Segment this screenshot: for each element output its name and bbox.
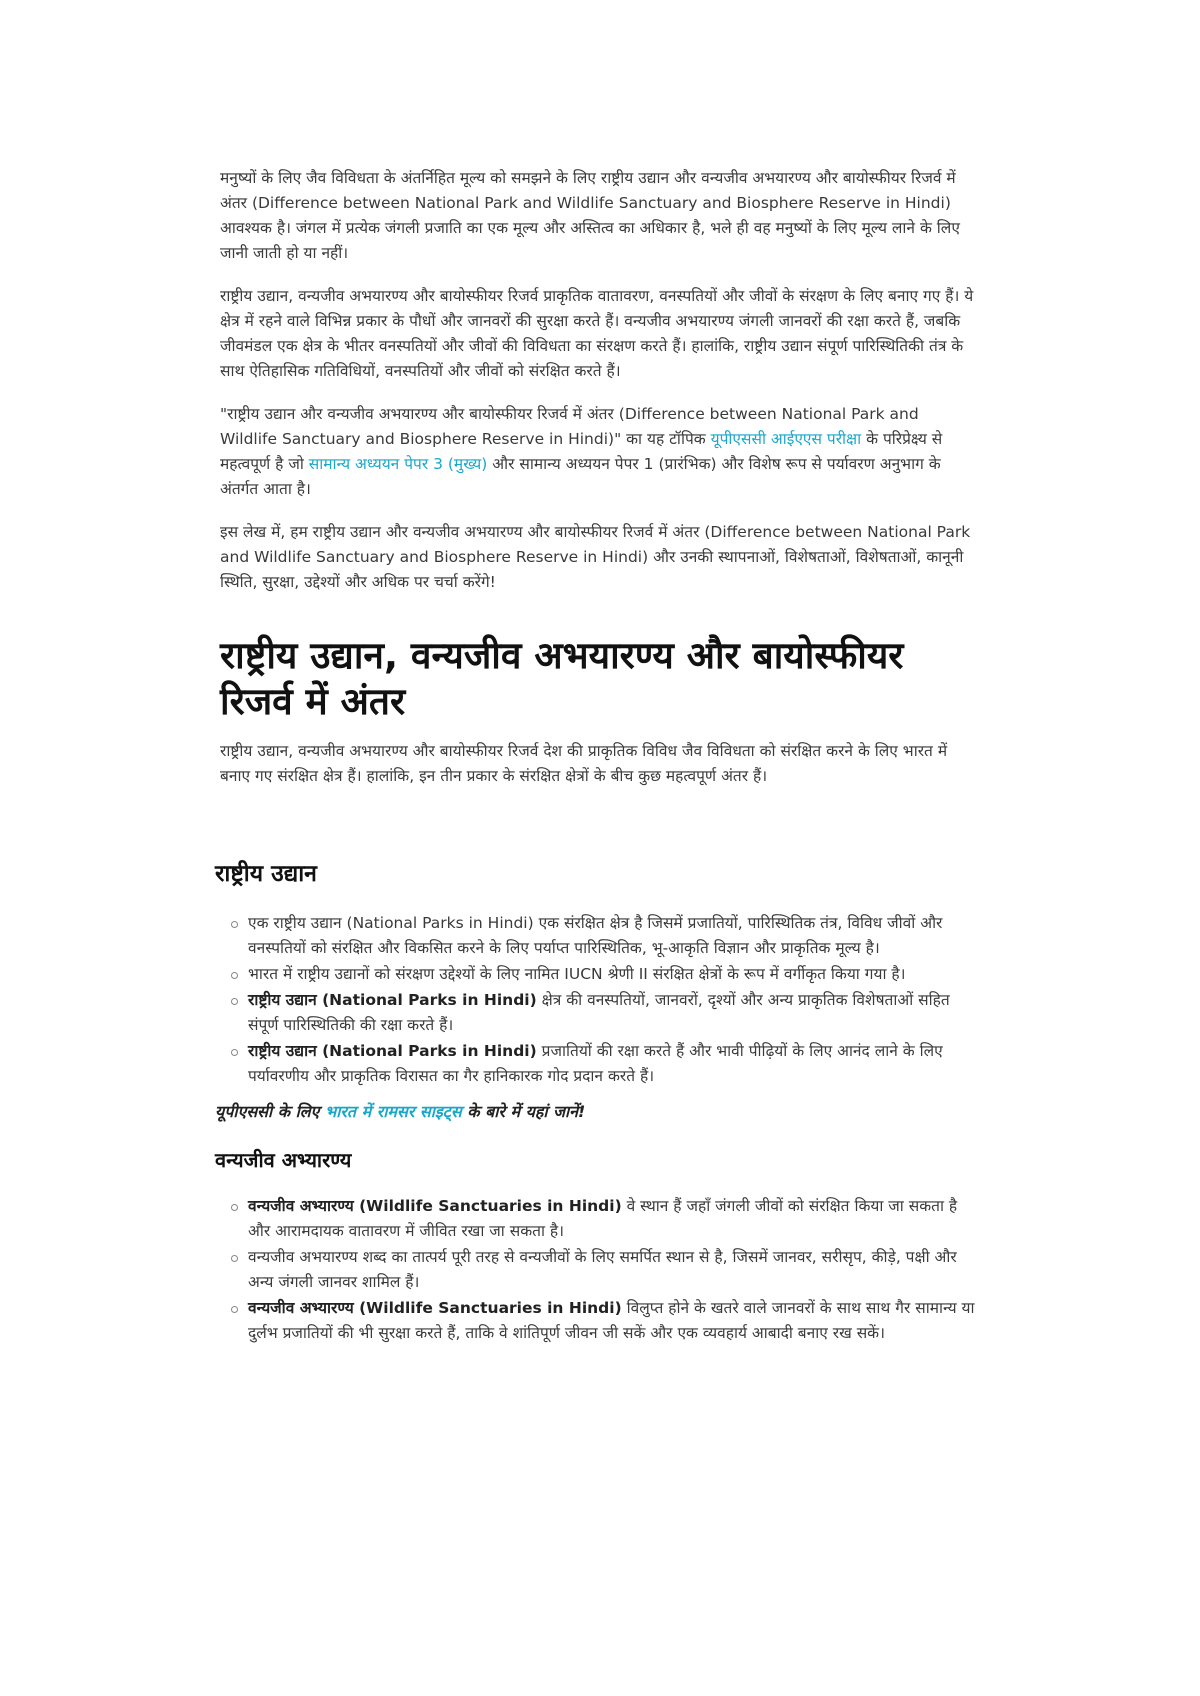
list-item-lead: राष्ट्रीय उद्यान (National Parks in Hindi)	[248, 991, 537, 1009]
main-heading: राष्ट्रीय उद्यान, वन्यजीव अभयारण्य और बायोस्फीयर रिजर्व में अंतर	[220, 634, 904, 723]
list-item-text: प्रजातियों की रक्षा करते हैं और भावी पीढ़ियों के लिए आनंद लाने के लिए पर्यावरणीय और प्राकृतिक विरासत का गैर हानिकारक गोद प्रदान करते हैं।	[248, 1042, 943, 1085]
article	[215, 166, 980, 1347]
intro-paragraph-3-text-a: "राष्ट्रीय उद्यान और वन्यजीव अभयारण्य और बायोस्फीयर रिजर्व में अंतर (Difference between National Park and Wildlife Sanctuary and Biosphere Reserve in Hindi)" का यह टॉपिक	[220, 405, 919, 448]
intro-paragraph-3	[220, 402, 980, 502]
list-item-lead: वन्यजीव अभ्यारण्य (Wildlife Sanctuaries in Hindi)	[248, 1197, 622, 1215]
national-park-list	[220, 911, 980, 1089]
intro-paragraph-3-text-b: के परिप्रेक्ष्य से महत्वपूर्ण है जो	[220, 430, 943, 473]
ramsar-note-text-b: के बारे में यहां जानें!	[461, 1102, 586, 1121]
intro-paragraph-1: मनुष्यों के लिए जैव विविधता के अंतर्निहित मूल्य को समझने के लिए राष्ट्रीय उद्यान और वन्यजीव अभयारण्य और बायोस्फीयर रिजर्व में अंतर (Difference between National Park and Wildlife Sanctuary and Biosphere Reserve in Hindi) आवश्यक है। जंगल में प्रत्येक जंगली प्रजाति का एक मूल्य और अस्तित्व का अधिकार है, भले ही वह मनुष्यों के लिए मूल्य लाने के लिए जानी जाती हो या नहीं।	[220, 169, 960, 262]
list-item-text: वे स्थान हैं जहाँ जंगली जीवों को संरक्षित किया जा सकता है और आरामदायक वातावरण में जीवित रखा जा सकता है।	[248, 1197, 958, 1240]
intro-paragraph-3-text-c: और सामान्य अध्ययन पेपर 1 (प्रारंभिक) और विशेष रूप से पर्यावरण अनुभाग के अंतर्गत आता है।	[220, 455, 941, 498]
list-item	[248, 1039, 980, 1089]
list-item-lead: राष्ट्रीय उद्यान (National Parks in Hindi)	[248, 1042, 537, 1060]
list-item-text: विलुप्त होने के खतरे वाले जानवरों के साथ साथ गैर सामान्य या दुर्लभ प्रजातियों की भी सुरक्षा करते हैं, ताकि वे शांतिपूर्ण जीवन जी सकें और एक व्यवहार्य आबादी बनाए रख सकें।	[248, 1299, 975, 1342]
list-item: वन्यजीव अभयारण्य शब्द का तात्पर्य पूरी तरह से वन्यजीवों के लिए समर्पित स्थान से है, जिसमें जानवर, सरीसृप, कीड़े, पक्षी और अन्य जंगली जानवर शामिल हैं।	[248, 1245, 980, 1295]
wildlife-sanctuary-heading: वन्यजीव अभ्यारण्य	[215, 1148, 352, 1172]
list-item	[248, 1296, 980, 1346]
list-item	[248, 988, 980, 1038]
list-item: भारत में राष्ट्रीय उद्यानों को संरक्षण उद्देश्यों के लिए नामित IUCN श्रेणी II संरक्षित क्षेत्रों के रूप में वर्गीकृत किया गया है।	[248, 962, 980, 987]
wildlife-sanctuary-list	[220, 1194, 980, 1346]
intro-paragraph-4: इस लेख में, हम राष्ट्रीय उद्यान और वन्यजीव अभयारण्य और बायोस्फीयर रिजर्व में अंतर (Difference between National Park and Wildlife Sanctuary and Biosphere Reserve in Hindi) और उनकी स्थापनाओं, विशेषताओं, विशेषताओं, कानूनी स्थिति, सुरक्षा, उद्देश्यों और अधिक पर चर्चा करेंगे!	[220, 523, 971, 591]
main-paragraph: राष्ट्रीय उद्यान, वन्यजीव अभयारण्य और बायोस्फीयर रिजर्व देश की प्राकृतिक विविध जैव विविधता को संरक्षित करने के लिए भारत में बनाए गए संरक्षित क्षेत्र हैं। हालांकि, इन तीन प्रकार के संरक्षित क्षेत्रों के बीच कुछ महत्वपूर्ण अंतर हैं।	[220, 742, 948, 785]
list-item-lead: वन्यजीव अभ्यारण्य (Wildlife Sanctuaries in Hindi)	[248, 1299, 622, 1317]
intro-paragraph-2: राष्ट्रीय उद्यान, वन्यजीव अभयारण्य और बायोस्फीयर रिजर्व प्राकृतिक वातावरण, वनस्पतियों और जीवों के संरक्षण के लिए बनाए गए हैं। ये क्षेत्र में रहने वाले विभिन्न प्रकार के पौधों और जानवरों की सुरक्षा करते हैं। वन्यजीव अभयारण्य जंगली जानवरों की रक्षा करते हैं, जबकि जीवमंडल एक क्षेत्र के भीतर वनस्पतियों और जीवों की विविधता का संरक्षण करते हैं। हालांकि, राष्ट्रीय उद्यान संपूर्ण पारिस्थितिकी तंत्र के साथ ऐतिहासिक गतिविधियों, वनस्पतियों और जीवों को संरक्षित करते हैं।	[220, 287, 974, 380]
ramsar-sites-link[interactable]: भारत में रामसर साइट्स	[324, 1102, 462, 1121]
upsc-ias-exam-link[interactable]: यूपीएससी आईएएस परीक्षा	[710, 430, 862, 448]
ramsar-note	[215, 1099, 980, 1124]
list-item	[248, 1194, 980, 1244]
list-item: एक राष्ट्रीय उद्यान (National Parks in Hindi) एक संरक्षित क्षेत्र है जिसमें प्रजातियों, पारिस्थितिक तंत्र, विविध जीवों और वनस्पतियों को संरक्षित और विकसित करने के लिए पर्याप्त पारिस्थितिक, भू-आकृति विज्ञान और प्राकृतिक मूल्य है।	[248, 911, 980, 961]
list-item-text: क्षेत्र की वनस्पतियों, जानवरों, दृश्यों और अन्य प्राकृतिक विशेषताओं सहित संपूर्ण पारिस्थितिकी की रक्षा करते हैं।	[248, 991, 950, 1034]
ramsar-note-text-a: यूपीएससी के लिए	[215, 1102, 325, 1121]
national-park-heading: राष्ट्रीय उद्यान	[215, 861, 317, 887]
general-studies-paper-3-link[interactable]: सामान्य अध्ययन पेपर 3 (मुख्य)	[308, 455, 488, 473]
